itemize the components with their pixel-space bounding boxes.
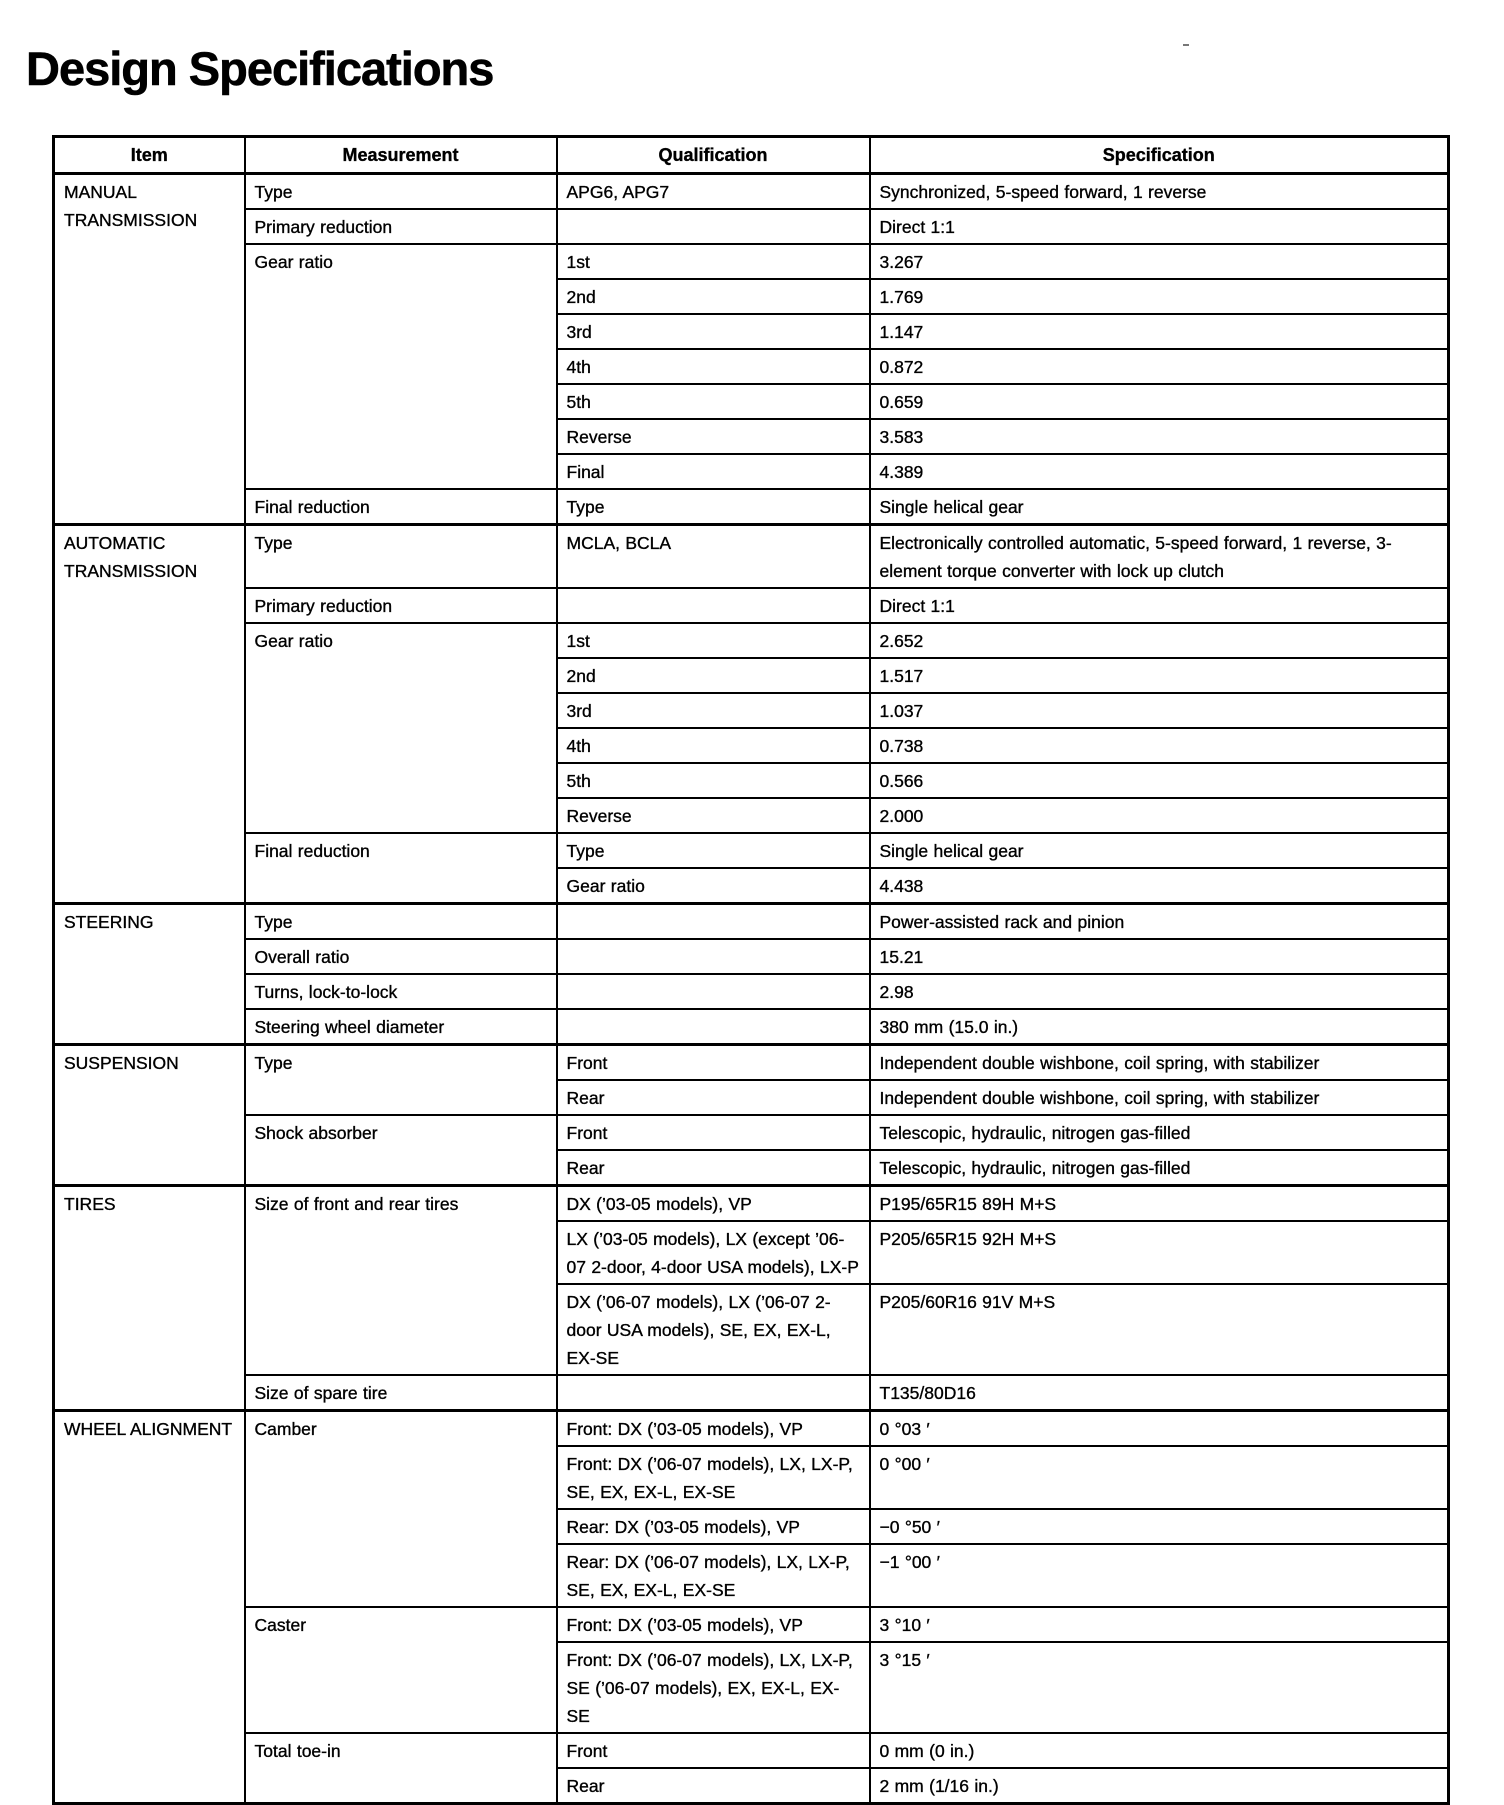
item-cell-manual-transmission: MANUAL TRANSMISSION [54, 174, 245, 525]
specification-cell: 3 °10 ′ [870, 1607, 1449, 1642]
qualification-cell: Front: DX (’03-05 models), VP [557, 1607, 870, 1642]
measurement-cell: Type [245, 1045, 557, 1116]
scan-artifact [1183, 44, 1189, 46]
specification-cell: P205/65R15 92H M+S [870, 1221, 1449, 1284]
specification-cell: 1.037 [870, 693, 1449, 728]
qualification-cell: 5th [557, 763, 870, 798]
table-row [54, 833, 1449, 868]
qualification-cell: Reverse [557, 798, 870, 833]
measurement-cell: Gear ratio [245, 623, 557, 833]
qualification-cell: Reverse [557, 419, 870, 454]
qualification-cell: 4th [557, 728, 870, 763]
qualification-cell: Rear: DX (’03-05 models), VP [557, 1509, 870, 1544]
measurement-cell: Final reduction [245, 489, 557, 525]
item-cell-tires: TIRES [54, 1186, 245, 1411]
table-row [54, 489, 1449, 525]
specification-cell: 3.267 [870, 244, 1449, 279]
qualification-cell: LX (’03-05 models), LX (except ’06-07 2-door, 4-door USA models), LX-P [557, 1221, 870, 1284]
measurement-cell: Gear ratio [245, 244, 557, 489]
item-cell-wheel-alignment: WHEEL ALIGNMENT [54, 1411, 245, 1804]
specification-cell: −1 °00 ′ [870, 1544, 1449, 1607]
specification-cell: Independent double wishbone, coil spring, with stabilizer [870, 1045, 1449, 1081]
measurement-cell: Turns, lock-to-lock [245, 974, 557, 1009]
table-row [54, 1411, 1449, 1447]
specification-cell: 0 mm (0 in.) [870, 1733, 1449, 1768]
measurement-cell: Shock absorber [245, 1115, 557, 1186]
specification-cell: −0 °50 ′ [870, 1509, 1449, 1544]
qualification-cell: Gear ratio [557, 868, 870, 904]
measurement-column-header: Measurement [245, 137, 557, 174]
table-row [54, 904, 1449, 940]
qualification-cell: 3rd [557, 314, 870, 349]
qualification-cell: 3rd [557, 693, 870, 728]
qualification-cell [557, 209, 870, 244]
qualification-cell [557, 588, 870, 623]
table-row [54, 1607, 1449, 1642]
qualification-cell: Front [557, 1733, 870, 1768]
specification-cell: 380 mm (15.0 in.) [870, 1009, 1449, 1045]
qualification-cell [557, 1009, 870, 1045]
qualification-cell: APG6, APG7 [557, 174, 870, 210]
specification-cell: 0 °00 ′ [870, 1446, 1449, 1509]
specification-cell: P205/60R16 91V M+S [870, 1284, 1449, 1375]
qualification-cell: Rear: DX (’06-07 models), LX, LX-P, SE, EX, EX-L, EX-SE [557, 1544, 870, 1607]
qualification-cell: Front: DX (’06-07 models), LX, LX-P, SE (’06-07 models), EX, EX-L, EX-SE [557, 1642, 870, 1733]
specification-cell: Electronically controlled automatic, 5-speed forward, 1 reverse, 3-element torque converter with lock up clutch [870, 525, 1449, 589]
specification-cell: 4.389 [870, 454, 1449, 489]
item-cell-steering: STEERING [54, 904, 245, 1045]
item-cell-automatic-transmission: AUTOMATIC TRANSMISSION [54, 525, 245, 904]
measurement-cell: Primary reduction [245, 588, 557, 623]
specification-cell: T135/80D16 [870, 1375, 1449, 1411]
table-row [54, 1186, 1449, 1222]
specification-column-header: Specification [870, 137, 1449, 174]
specification-cell: 1.517 [870, 658, 1449, 693]
specification-cell: 2 mm (1/16 in.) [870, 1768, 1449, 1804]
qualification-cell: Final [557, 454, 870, 489]
specification-cell: 2.98 [870, 974, 1449, 1009]
qualification-cell [557, 1375, 870, 1411]
table-row [54, 939, 1449, 974]
table-row [54, 1115, 1449, 1150]
specification-cell: Direct 1:1 [870, 209, 1449, 244]
specification-cell: 2.000 [870, 798, 1449, 833]
qualification-cell: MCLA, BCLA [557, 525, 870, 589]
specification-cell: 3.583 [870, 419, 1449, 454]
qualification-cell: 2nd [557, 658, 870, 693]
measurement-cell: Camber [245, 1411, 557, 1608]
qualification-cell: Front [557, 1115, 870, 1150]
specification-cell: 0.872 [870, 349, 1449, 384]
qualification-cell: 5th [557, 384, 870, 419]
qualification-cell: DX (’06-07 models), LX (’06-07 2-door USA models), SE, EX, EX-L, EX-SE [557, 1284, 870, 1375]
specification-cell: 3 °15 ′ [870, 1642, 1449, 1733]
specification-cell: Synchronized, 5-speed forward, 1 reverse [870, 174, 1449, 210]
item-column-header: Item [54, 137, 245, 174]
specification-cell: Single helical gear [870, 489, 1449, 525]
page-title: Design Specifications [26, 42, 494, 96]
measurement-cell: Primary reduction [245, 209, 557, 244]
specification-cell: 0.738 [870, 728, 1449, 763]
measurement-cell: Size of spare tire [245, 1375, 557, 1411]
qualification-cell: Front: DX (’03-05 models), VP [557, 1411, 870, 1447]
specification-cell: Power-assisted rack and pinion [870, 904, 1449, 940]
specification-cell: 0.659 [870, 384, 1449, 419]
measurement-cell: Final reduction [245, 833, 557, 904]
table-row [54, 174, 1449, 210]
table-row [54, 525, 1449, 589]
table-row [54, 244, 1449, 279]
qualification-cell: Front: DX (’06-07 models), LX, LX-P, SE, EX, EX-L, EX-SE [557, 1446, 870, 1509]
qualification-cell: 2nd [557, 279, 870, 314]
measurement-cell: Caster [245, 1607, 557, 1733]
measurement-cell: Steering wheel diameter [245, 1009, 557, 1045]
specification-cell: 0 °03 ′ [870, 1411, 1449, 1447]
specification-cell: 0.566 [870, 763, 1449, 798]
qualification-cell: 4th [557, 349, 870, 384]
table-row [54, 1733, 1449, 1768]
table-row [54, 1009, 1449, 1045]
specification-cell: Direct 1:1 [870, 588, 1449, 623]
qualification-cell [557, 904, 870, 940]
measurement-cell: Type [245, 174, 557, 210]
table-header-row [54, 137, 1449, 174]
specification-cell: 1.147 [870, 314, 1449, 349]
measurement-cell: Type [245, 525, 557, 589]
qualification-cell: 1st [557, 244, 870, 279]
item-cell-suspension: SUSPENSION [54, 1045, 245, 1186]
qualification-cell [557, 974, 870, 1009]
qualification-cell: 1st [557, 623, 870, 658]
qualification-cell: Rear [557, 1150, 870, 1186]
measurement-cell: Total toe-in [245, 1733, 557, 1804]
measurement-cell: Overall ratio [245, 939, 557, 974]
table-row [54, 209, 1449, 244]
table-row [54, 588, 1449, 623]
measurement-cell: Size of front and rear tires [245, 1186, 557, 1376]
specification-cell: Telescopic, hydraulic, nitrogen gas-filled [870, 1115, 1449, 1150]
qualification-cell: Rear [557, 1080, 870, 1115]
qualification-cell: Type [557, 489, 870, 525]
specification-cell: Independent double wishbone, coil spring, with stabilizer [870, 1080, 1449, 1115]
table-row [54, 1045, 1449, 1081]
table-row [54, 974, 1449, 1009]
measurement-cell: Type [245, 904, 557, 940]
specification-cell: Single helical gear [870, 833, 1449, 868]
specification-cell: 15.21 [870, 939, 1449, 974]
specification-cell: P195/65R15 89H M+S [870, 1186, 1449, 1222]
specification-cell: 4.438 [870, 868, 1449, 904]
specification-cell: 2.652 [870, 623, 1449, 658]
table-row [54, 623, 1449, 658]
qualification-cell: DX (’03-05 models), VP [557, 1186, 870, 1222]
qualification-cell: Rear [557, 1768, 870, 1804]
specification-cell: Telescopic, hydraulic, nitrogen gas-filled [870, 1150, 1449, 1186]
qualification-cell: Front [557, 1045, 870, 1081]
table-row [54, 1375, 1449, 1411]
qualification-cell: Type [557, 833, 870, 868]
specification-cell: 1.769 [870, 279, 1449, 314]
qualification-cell [557, 939, 870, 974]
qualification-column-header: Qualification [557, 137, 870, 174]
design-specifications-table [52, 135, 1450, 1805]
